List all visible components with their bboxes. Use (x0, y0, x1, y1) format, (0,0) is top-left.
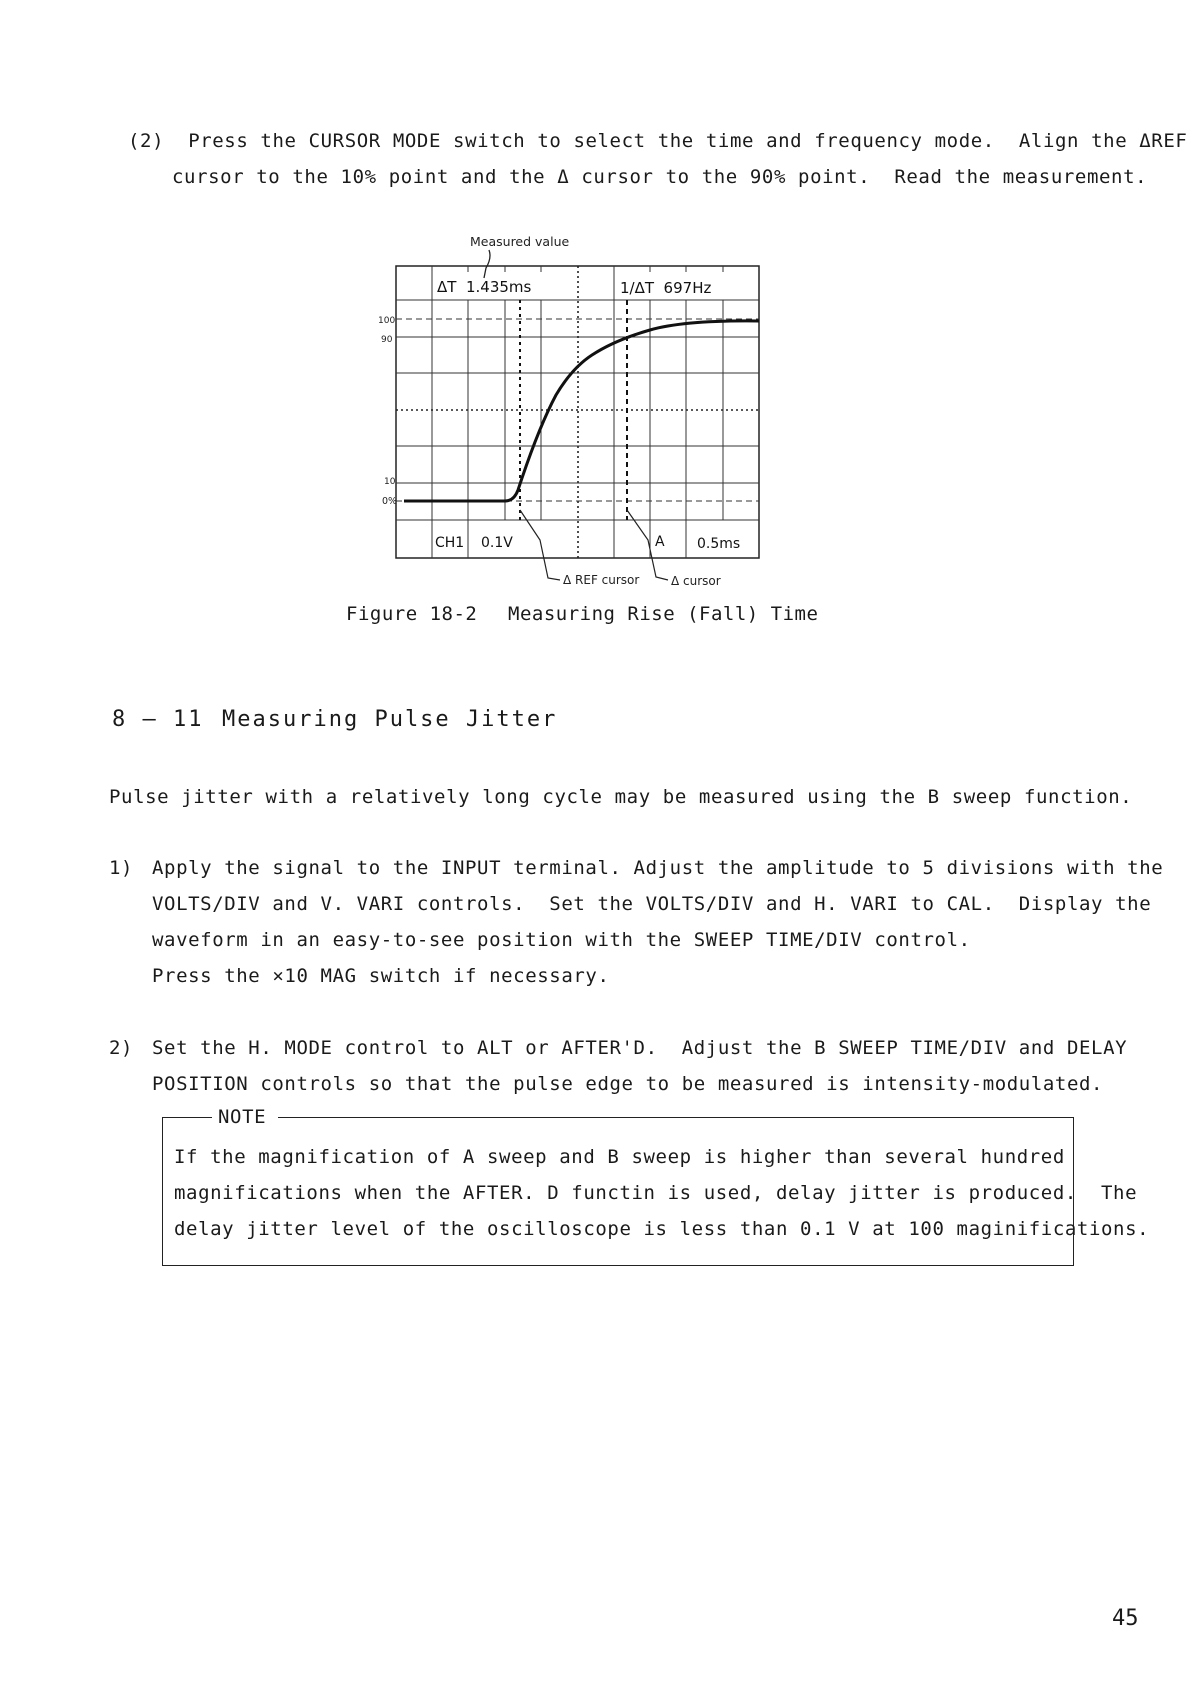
delta-cursor-label: Δ cursor (671, 574, 721, 588)
y-mark-100: 100 (378, 316, 396, 326)
delta-t-readout: ΔT 1.435ms (437, 278, 532, 296)
step2-intro-line2: cursor to the 10% point and the Δ cursor to the 90% point. Read the measurement. (172, 166, 1148, 188)
section-number: 8 — 11 (112, 707, 204, 732)
ref-cursor-label: Δ REF cursor (563, 573, 640, 587)
y-mark-90: 90 (381, 335, 393, 345)
measured-value-label: Measured value (470, 234, 570, 249)
step2-marker: 2) (109, 1037, 134, 1059)
a-label: A (655, 534, 665, 550)
step2-intro-line1: (2) Press the CURSOR MODE switch to select the time and frequency mode. Align the ΔREF (128, 130, 1188, 152)
inv-delta-t-readout: 1/ΔT 697Hz (620, 279, 712, 297)
oscilloscope-figure (0, 0, 1198, 600)
intro-paragraph: Pulse jitter with a relatively long cycle may be measured using the B sweep function. (109, 786, 1133, 808)
page-number: 45 (1112, 1606, 1139, 1631)
figure-caption-number: Figure 18-2 (346, 603, 478, 625)
step2-line2: POSITION controls so that the pulse edge to be measured is intensity-modulated. (152, 1073, 1104, 1095)
step2-line1: Set the H. MODE control to ALT or AFTER'D. Adjust the B SWEEP TIME/DIV and DELAY (152, 1037, 1128, 1059)
note-label: NOTE (218, 1106, 267, 1128)
figure-caption-title: Measuring Rise (Fall) Time (508, 603, 819, 625)
time-readout: 0.5ms (697, 536, 741, 552)
measured-value-arrow (484, 250, 490, 278)
note-line1: If the magnification of A sweep and B sweep is higher than several hundred (174, 1146, 1065, 1168)
step1-line1: Apply the signal to the INPUT terminal. Adjust the amplitude to 5 divisions with the (152, 857, 1164, 879)
step1-line3: waveform in an easy-to-see position with the SWEEP TIME/DIV control. (152, 929, 971, 951)
note-line2: magnifications when the AFTER. D functin is used, delay jitter is produced. The (174, 1182, 1138, 1204)
volts-readout: 0.1V (481, 535, 513, 551)
waveform-trace (404, 321, 759, 501)
y-mark-0: 0% (382, 496, 398, 507)
note-line3: delay jitter level of the oscilloscope is less than 0.1 V at 100 maginifications. (174, 1218, 1150, 1240)
ch1-label: CH1 (435, 535, 465, 551)
y-mark-10: 10 (384, 477, 396, 487)
step1-line4: Press the ×10 MAG switch if necessary. (152, 965, 610, 987)
section-title: Measuring Pulse Jitter (222, 707, 558, 732)
step1-marker: 1) (109, 857, 134, 879)
step1-line2: VOLTS/DIV and V. VARI controls. Set the VOLTS/DIV and H. VARI to CAL. Display the (152, 893, 1152, 915)
